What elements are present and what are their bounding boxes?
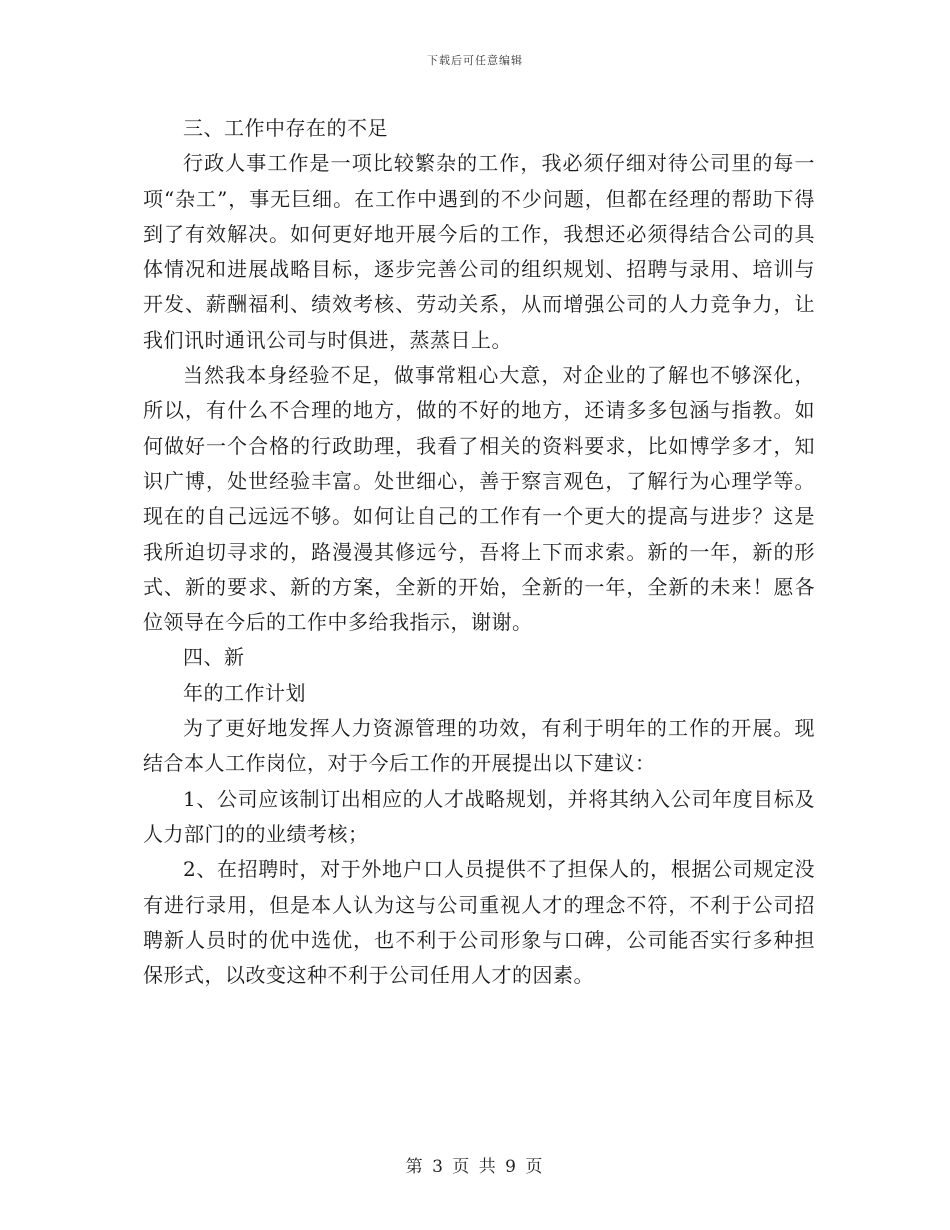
body-paragraph: 为了更好地发挥人力资源管理的功效，有利于明年的工作的开展。现结合本人工作岗位，对于今后工作的开展提出以下建议： <box>143 716 815 776</box>
body-paragraph: 行政人事工作是一项比较繁杂的工作，我必须仔细对待公司里的每一项“杂工”，事无巨细。在工作中遇到的不少问题，但都在经理的帮助下得到了有效解决。如何更好地开展今后的工作，我想还必须得结合公司的具体情况和进展战略目标，逐步完善公司的组织规划、招聘与录用、培训与开发、薪酬福利、绩效考核、劳动关系，从而增强公司的人力竞争力，让我们讯时通讯公司与时俱进，蒸蒸日上。 <box>143 151 815 352</box>
section-heading-plan: 四、新 <box>183 645 245 670</box>
section-heading-plan-continued: 年的工作计划 <box>183 680 306 705</box>
body-paragraph: 当然我本身经验不足，做事常粗心大意，对企业的了解也不够深化，所以，有什么不合理的地方，做的不好的地方，还请多多包涵与指教。如何做好一个合格的行政助理，我看了相关的资料要求，比如博学多才，知识广博，处世经验丰富。处世细心，善于察言观色，了解行为心理学等。现在的自己远远不够。如何让自己的工作有一个更大的提高与进步？这是我所迫切寻求的，路漫漫其修远兮，吾将上下而求索。新的一年，新的形式、新的要求、新的方案，全新的开始，全新的一年，全新的未来！愿各位领导在今后的工作中多给我指示，谢谢。 <box>143 363 815 635</box>
list-item: 1、公司应该制订出相应的人才战略规划，并将其纳入公司年度目标及人力部门的的业绩考核； <box>143 786 815 846</box>
section-heading-shortcomings: 三、工作中存在的不足 <box>183 116 388 140</box>
page-header: 下载后可任意编辑 <box>427 54 523 67</box>
document-body <box>143 111 815 993</box>
list-item: 2、在招聘时，对于外地户口人员提供不了担保人的，根据公司规定没有进行录用，但是本人认为这与公司重视人才的理念不符，不利于公司招聘新人员时的优中选优，也不利于公司形象与口碑，公司能否实行多种担保形式，以改变这种不利于公司任用人才的因素。 <box>143 857 815 988</box>
page-number: 第 3 页 共 9 页 <box>405 1157 545 1177</box>
